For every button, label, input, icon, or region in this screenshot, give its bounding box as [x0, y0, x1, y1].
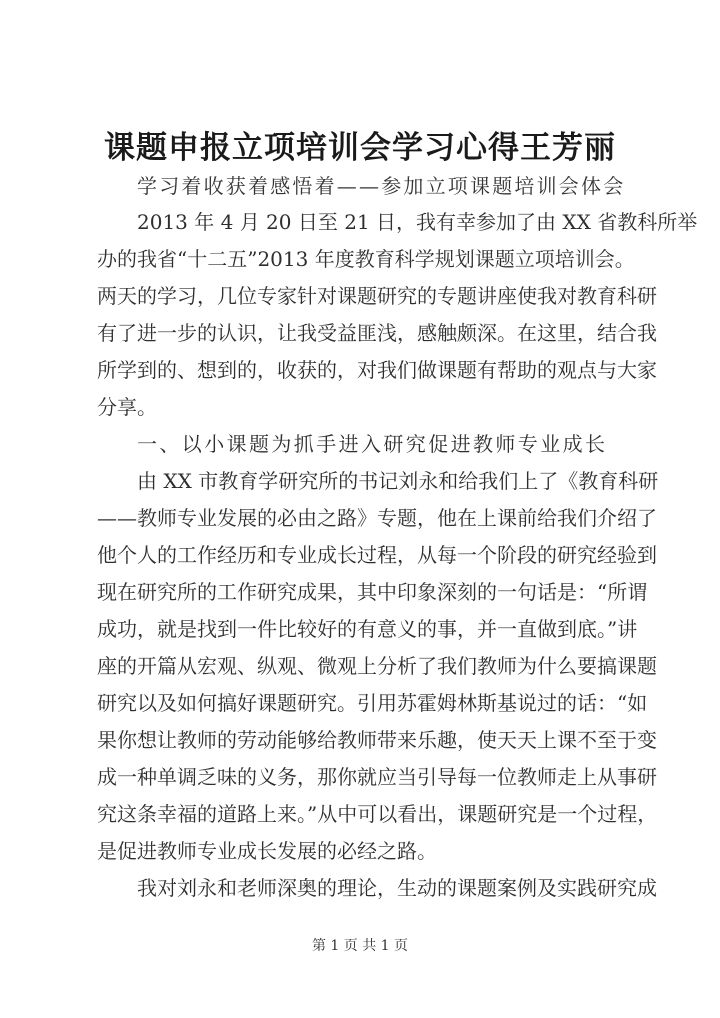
section-heading: 一、以小课题为抓手进入研究促进教师专业成长: [137, 432, 608, 456]
paragraph-line: 究这条幸福的道路上来。”从中可以看出，课题研究是一个过程，: [97, 802, 658, 826]
paragraph-line: 成一种单调乏味的义务，那你就应当引导每一位教师走上从事研: [97, 765, 657, 789]
paragraph-line: 所学到的、想到的，收获的，对我们做课题有帮助的观点与大家: [97, 358, 657, 382]
paragraph-line: 办的我省“十二五”2013 年度教育科学规划课题立项培训会。: [97, 247, 635, 271]
page-number-footer: 第 1 页 共 1 页: [311, 938, 409, 954]
paragraph-line: 2013 年 4 月 20 日至 21 日，我有幸参加了由 XX 省教科所举: [137, 210, 698, 234]
document-title: 课题申报立项培训会学习心得王芳丽: [104, 130, 616, 166]
paragraph-line: 研究以及如何搞好课题研究。引用苏霍姆林斯基说过的话：“如: [97, 691, 648, 715]
paragraph-line: 两天的学习，几位专家针对课题研究的专题讲座使我对教育科研: [97, 284, 657, 308]
document-subtitle: 学习着收获着感悟着——参加立项课题培训会体会: [137, 174, 626, 198]
paragraph-line: 我对刘永和老师深奥的理论，生动的课题案例及实践研究成: [137, 876, 657, 900]
paragraph-line: 现在研究所的工作研究成果，其中印象深刻的一句话是：“所谓: [97, 580, 648, 604]
paragraph-line: 成功，就是找到一件比较好的有意义的事，并一直做到底。”讲: [97, 617, 638, 641]
paragraph-line: 他个人的工作经历和专业成长过程，从每一个阶段的研究经验到: [97, 543, 657, 567]
paragraph-line: 座的开篇从宏观、纵观、微观上分析了我们教师为什么要搞课题: [97, 654, 657, 678]
paragraph-line: ——教师专业发展的必由之路》专题，他在上课前给我们介绍了: [97, 506, 657, 530]
paragraph-line: 是促进教师专业成长发展的必经之路。: [97, 839, 437, 863]
paragraph-line: 由 XX 市教育学研究所的书记刘永和给我们上了《教育科研: [137, 469, 659, 493]
paragraph-line: 分享。: [97, 395, 157, 419]
paragraph-line: 有了进一步的认识，让我受益匪浅，感触颇深。在这里，结合我: [97, 321, 657, 345]
paragraph-line: 果你想让教师的劳动能够给教师带来乐趣，使天天上课不至于变: [97, 728, 657, 752]
